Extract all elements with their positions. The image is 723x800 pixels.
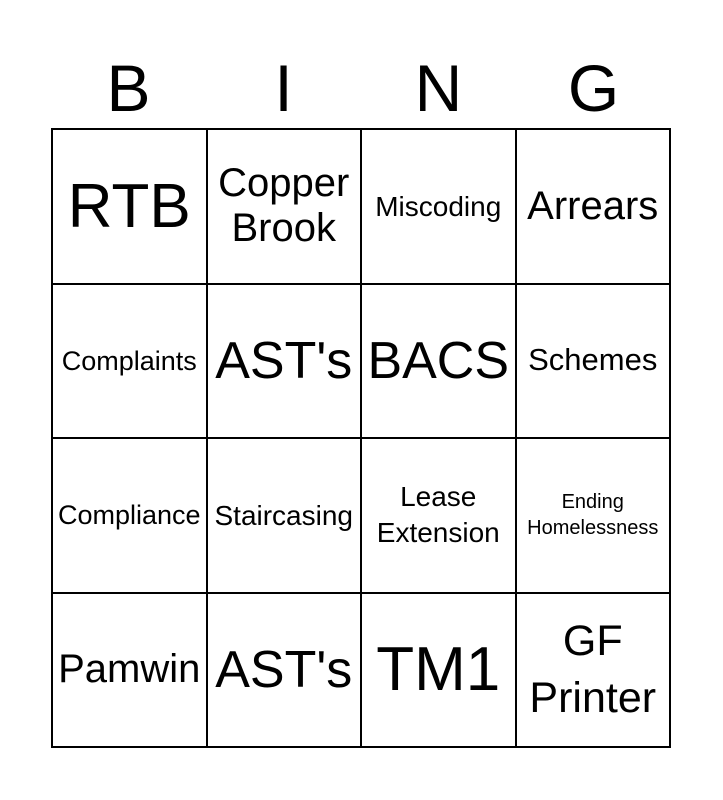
bingo-cell-r2-c2[interactable]: AST's: [208, 285, 363, 440]
bingo-cell-r2-c1[interactable]: Complaints: [53, 285, 208, 440]
bingo-cell-r1-c1[interactable]: RTB: [53, 130, 208, 285]
bingo-cell-r3-c3[interactable]: Lease Extension: [362, 439, 517, 594]
bingo-cell-r4-c3[interactable]: TM1: [362, 594, 517, 749]
bingo-header: [51, 48, 671, 128]
header-letter-g: G: [567, 51, 620, 125]
bingo-board: [51, 128, 671, 748]
bingo-cell-r3-c4[interactable]: Ending Homelessness: [517, 439, 672, 594]
bingo-cell-r4-c2[interactable]: AST's: [208, 594, 363, 749]
bingo-cell-r4-c4[interactable]: GF Printer: [517, 594, 672, 749]
bingo-cell-r2-c4[interactable]: Schemes: [517, 285, 672, 440]
header-letter-b: B: [106, 51, 151, 125]
header-letter-i: I: [274, 51, 293, 125]
header-letter-n: N: [414, 51, 463, 125]
bingo-cell-r3-c1[interactable]: Compliance: [53, 439, 208, 594]
bingo-cell-r3-c2[interactable]: Staircasing: [208, 439, 363, 594]
bingo-cell-r1-c4[interactable]: Arrears: [517, 130, 672, 285]
bingo-cell-r2-c3[interactable]: BACS: [362, 285, 517, 440]
bingo-cell-r4-c1[interactable]: Pamwin: [53, 594, 208, 749]
bingo-cell-r1-c2[interactable]: Copper Brook: [208, 130, 363, 285]
bingo-cell-r1-c3[interactable]: Miscoding: [362, 130, 517, 285]
